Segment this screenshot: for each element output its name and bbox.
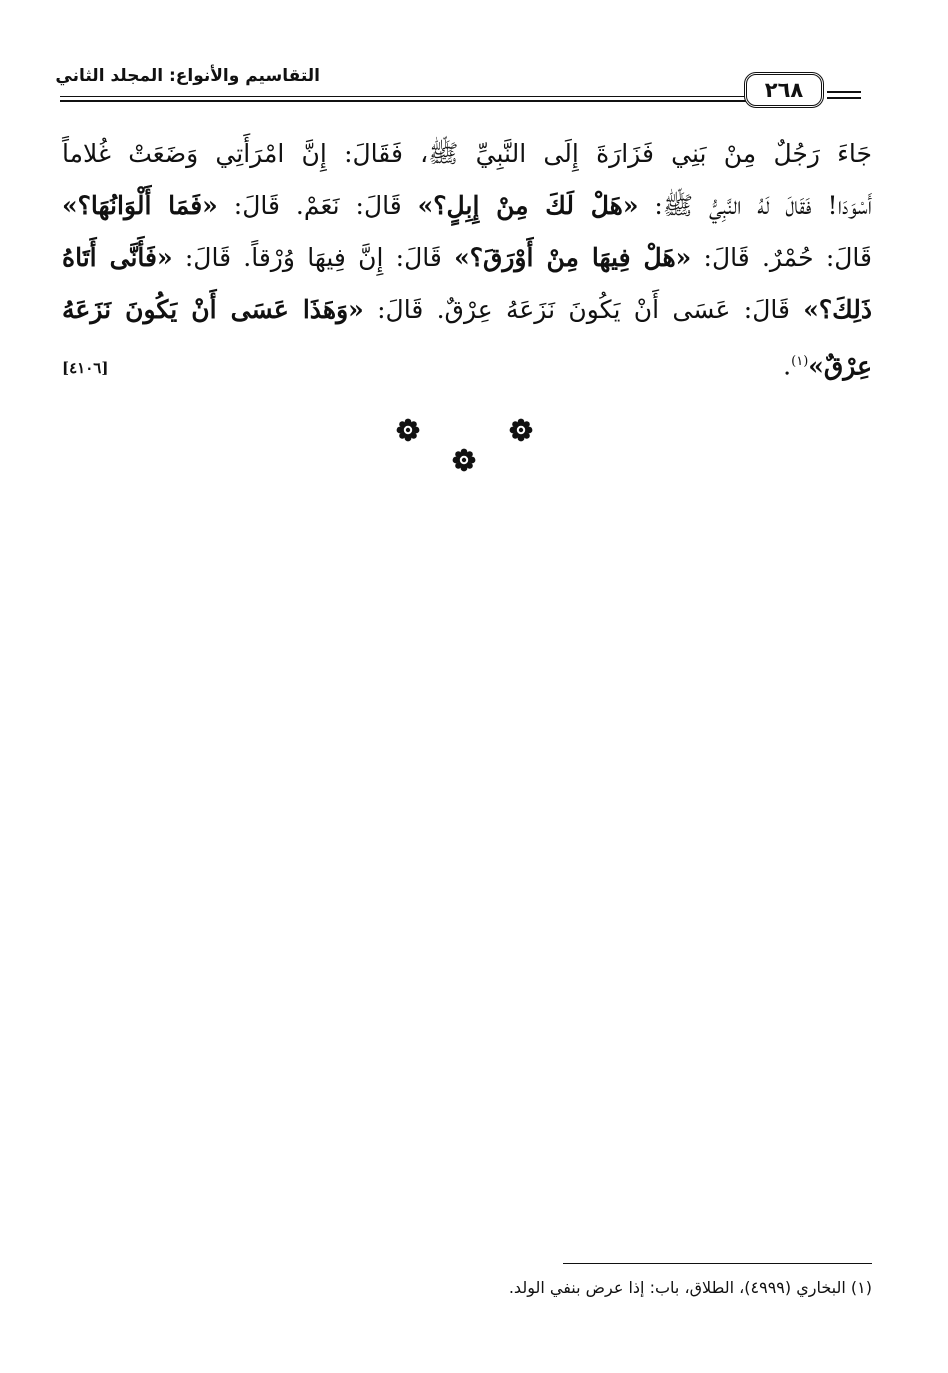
- text-line-2-part-a: أَسْوَدَا! فَقَالَ لَهُ النَّبِيُّ ﷺ:: [638, 191, 872, 220]
- prophet-quote-whence: «فَأَنَّى أَتَاهُ: [62, 243, 173, 272]
- flower-ornament-icon: [509, 418, 533, 442]
- text-line-2: [62, 184, 872, 236]
- hadith-number: [٤١٠٦]: [62, 359, 109, 377]
- prophet-quote-colors: «فَمَا أَلْوَانُهَا؟»: [62, 191, 218, 220]
- text-line-3-part-a: قَالَ: حُمْرٌ. قَالَ:: [691, 243, 872, 272]
- hadith-text: [62, 132, 872, 392]
- footnote-separator: [563, 1263, 872, 1264]
- text-line-3: [62, 236, 872, 288]
- header-side-rule-top: [827, 91, 861, 93]
- page-number-frame: [744, 72, 824, 108]
- footnote-1: (١) البخاري (٤٩٩٩)، الطلاق، باب: إذا عرض بنفي الولد.: [508, 1278, 872, 1297]
- prophet-quote-lineage: «وَهَذَا عَسَى أَنْ يَكُونَ نَزَعَهُ: [62, 295, 364, 324]
- text-line-1-content: جَاءَ رَجُلٌ مِنْ بَنِي فَزَارَةَ إِلَى النَّبِيِّ ﷺ، فَقَالَ: إِنَّ امْرَأَتِي وَضَعَتْ غُلاماً: [62, 139, 872, 168]
- prophet-quote-whence-end: ذَلِكَ؟»: [803, 295, 872, 324]
- header-rule-bottom: [60, 100, 746, 102]
- header-side-rule-bottom: [827, 97, 861, 99]
- prophet-quote-grey: «هَلْ فِيهَا مِنْ أَوْرَقَ؟»: [454, 243, 692, 272]
- page-number: ٢٦٨: [764, 78, 804, 102]
- flower-ornament-icon: [396, 418, 420, 442]
- flower-ornament-icon: [452, 448, 476, 472]
- text-line-1: [62, 132, 872, 184]
- prophet-quote-camels: «هَلْ لَكَ مِنْ إِبِلٍ؟»: [417, 191, 639, 220]
- running-title: التقاسيم والأنواع: المجلد الثاني: [55, 66, 320, 86]
- prophet-quote-lineage-end: عِرْقٌ»: [808, 351, 872, 381]
- header-rule-top: [60, 96, 746, 97]
- text-line-4-part-b: قَالَ: عَسَى أَنْ يَكُونَ نَزَعَهُ عِرْقٌ. قَالَ:: [363, 295, 804, 324]
- text-line-2-part-c: قَالَ: نَعَمْ. قَالَ:: [217, 191, 418, 220]
- text-line-5-end: .: [783, 351, 792, 381]
- footnote-marker[interactable]: (١): [791, 354, 809, 369]
- text-line-5: [62, 340, 872, 392]
- text-line-3-part-c: قَالَ: إِنَّ فِيهَا وُرْقاً. قَالَ:: [172, 243, 455, 272]
- text-line-4: [62, 288, 872, 340]
